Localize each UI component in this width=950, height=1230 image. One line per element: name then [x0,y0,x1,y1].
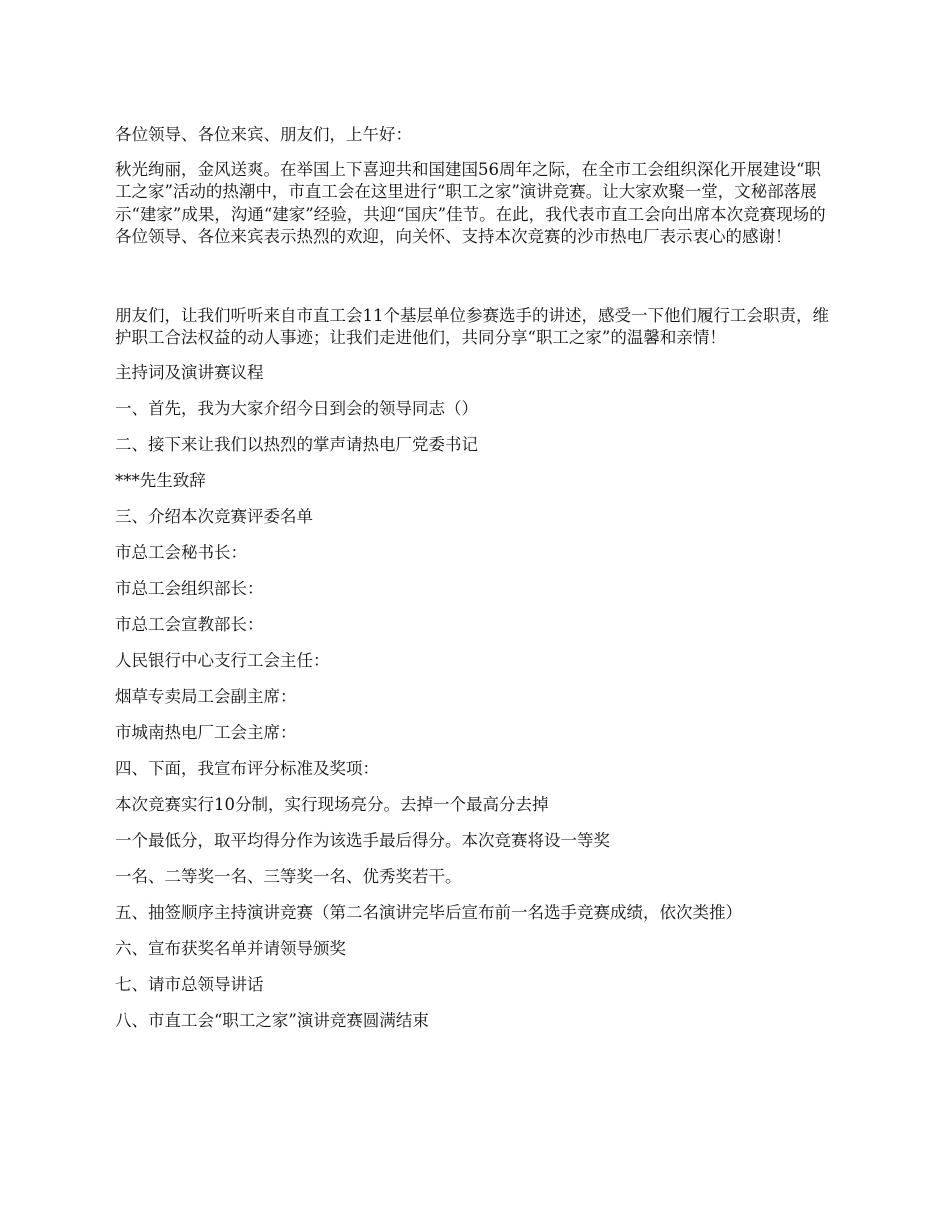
scoring-line: 一名、二等奖一名、三等奖一名、优秀奖若干。 [115,866,462,886]
agenda-item-3: 三、介绍本次竞赛评委名单 [115,506,313,526]
agenda-item-1: 一、首先，我为大家介绍今日到会的领导同志（） [115,398,478,418]
scoring-line: 本次竞赛实行10分制，实行现场亮分。去掉一个最高分去掉 [115,794,549,814]
greeting-paragraph: 各位领导、各位来宾、朋友们，上午好： [115,125,412,144]
agenda-item-7: 七、请市总领导讲话 [115,974,264,994]
agenda-item-2-cont: ***先生致辞 [115,470,206,490]
agenda-title: 主持词及演讲赛议程 [115,362,264,382]
agenda-item-6: 六、宣布获奖名单并请领导颁奖 [115,938,346,958]
agenda-item-4: 四、下面，我宣布评分标准及奖项： [115,758,379,778]
agenda-item-5: 五、抽签顺序主持演讲竞赛（第二名演讲完毕后宣布前一名选手竞赛成绩，依次类推） [115,902,742,922]
judge-line: 市城南热电厂工会主席： [115,722,297,742]
agenda-item-8: 八、市直工会“职工之家”演讲竞赛圆满结束 [115,1010,429,1030]
agenda-list [115,362,835,1033]
friends-paragraph: 朋友们，让我们听听来自市直工会11个基层单位参赛选手的讲述，感受一下他们履行工会职责，维护职工合法权益的动人事迹；让我们走进他们，共同分享“职工之家”的温馨和亲情！ [115,305,829,347]
opening-paragraph: 秋光绚丽，金风送爽。在举国上下喜迎共和国建国56周年之际，在全市工会组织深化开展建设“职工之家”活动的热潮中，市直工会在这里进行“职工之家”演讲竞赛。让大家欢聚一堂，文秘部落展示“建家”成果，沟通“建家”经验，共迎“国庆”佳节。在此，我代表市直工会向出席本次竞赛现场的各位领导、各位来宾表示热烈的欢迎，向关怀、支持本次竞赛的沙市热电厂表示衷心的感谢！ [115,159,826,246]
judge-line: 烟草专卖局工会副主席： [115,686,297,706]
agenda-item-2: 二、接下来让我们以热烈的掌声请热电厂党委书记 [115,434,478,454]
judge-line: 市总工会组织部长： [115,578,264,598]
judge-line: 市总工会秘书长： [115,542,247,562]
judge-line: 人民银行中心支行工会主任： [115,650,330,670]
judge-line: 市总工会宣教部长： [115,614,264,634]
document-body [115,124,835,1046]
scoring-line: 一个最低分，取平均得分作为该选手最后得分。本次竞赛将设一等奖 [115,830,610,850]
